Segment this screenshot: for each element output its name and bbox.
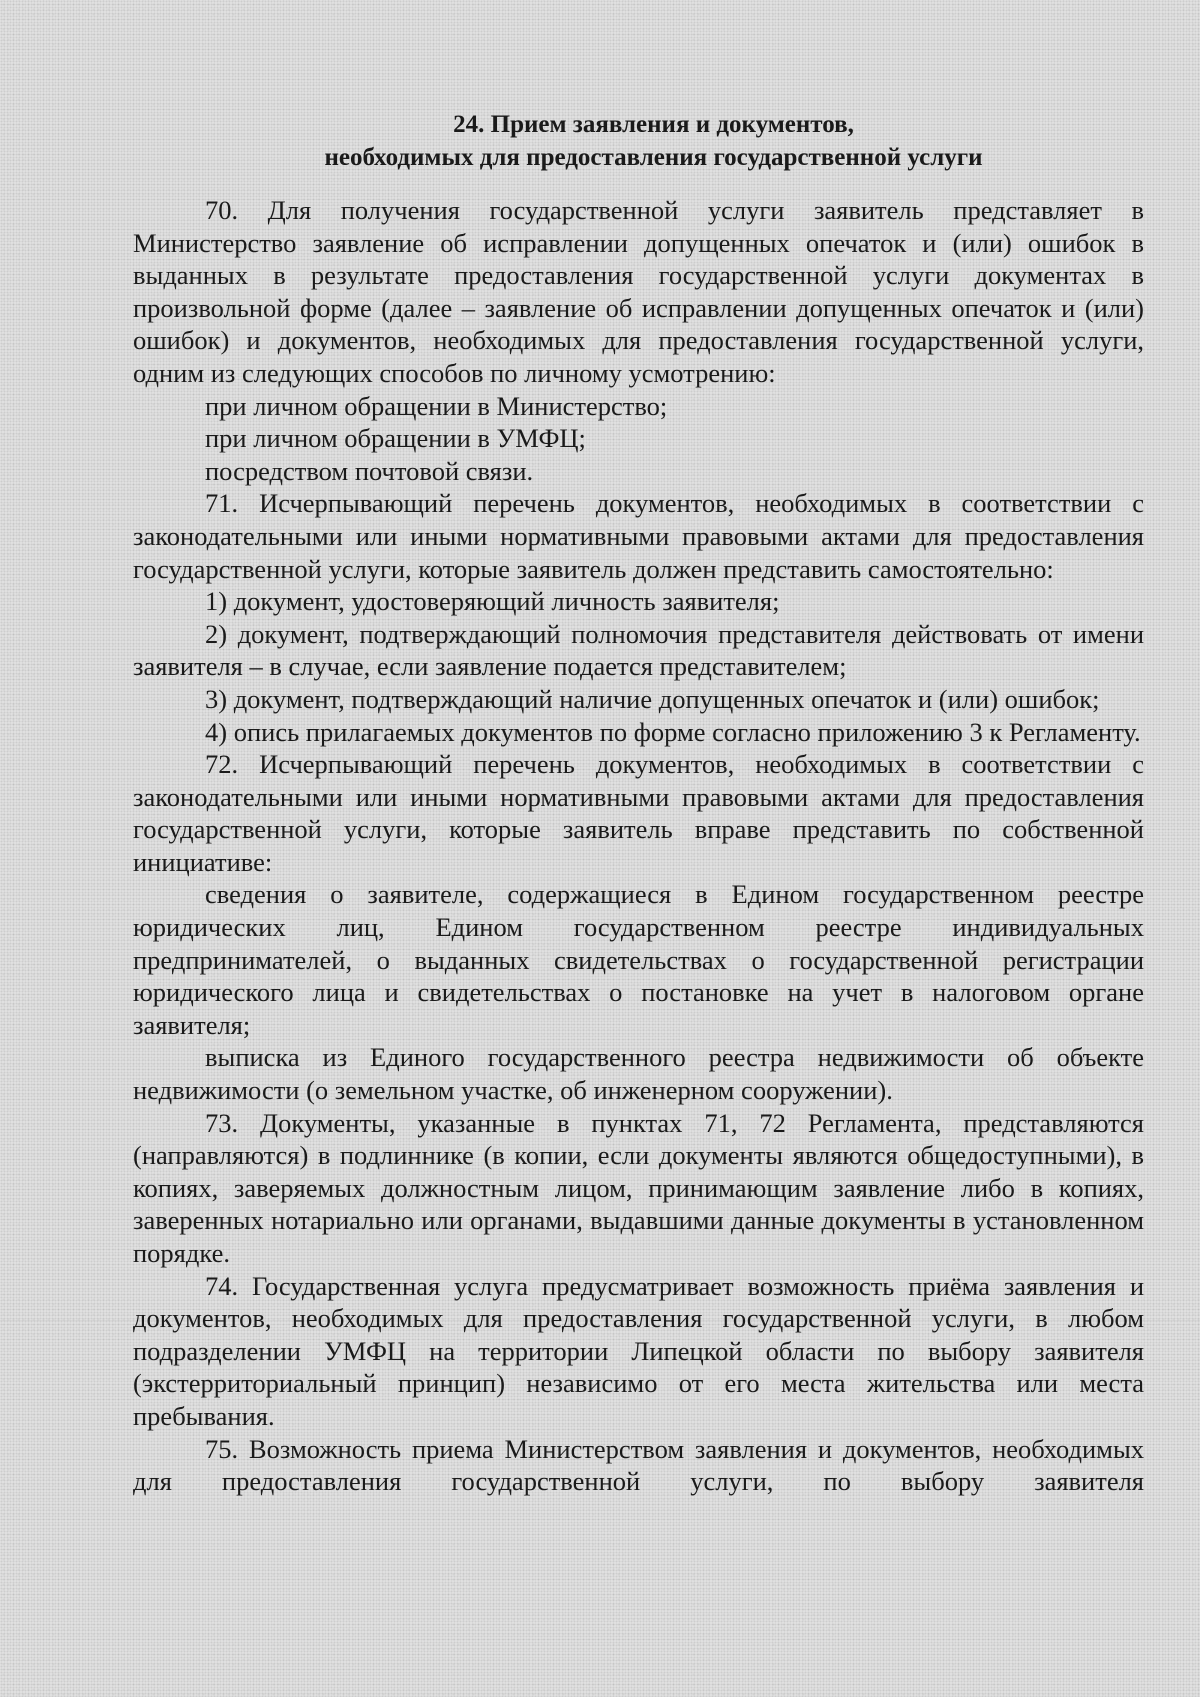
- section-heading-line-2: необходимых для предоставления государственной услуги: [324, 144, 983, 171]
- paragraph-72-item-egrul: сведения о заявителе, содержащиеся в Едином государственном реестре юридических лиц, Едином государственном реестре индивидуальных предпринимателей, о выданных свидетельствах о государственной регистрации юридического лица и свидетельствах о постановке на учет в налоговом органе заявителя;: [133, 879, 1144, 1040]
- paragraph-71-item-3: 3) документ, подтверждающий наличие допущенных опечаток и (или) ошибок;: [205, 683, 1100, 714]
- paragraph-70-option-post: посредством почтовой связи.: [205, 455, 534, 486]
- section-heading: [133, 108, 1144, 174]
- section-heading-line-1: 24. Прием заявления и документов,: [453, 111, 854, 138]
- paragraph-71: 71. Исчерпывающий перечень документов, необходимых в соответствии с законодательными или иными нормативными правовыми актами для предоставления государственной услуги, которые заявитель должен представить самостоятельно:: [133, 488, 1144, 584]
- paragraph-71-item-2: 2) документ, подтверждающий полномочия представителя действовать от имени заявителя – в случае, если заявление подается представителем;: [133, 618, 1144, 682]
- paragraph-70: 70. Для получения государственной услуги заявитель представляет в Министерство заявление об исправлении допущенных опечаток и (или) ошибок в выданных в результате предоставления государственной услуги документах в произвольной форме (далее – заявление об исправлении допущенных опечаток и (или) ошибок) и документов, необходимых для предоставления государственной услуги, одним из следующих способов по личному усмотрению:: [133, 195, 1144, 388]
- paragraph-73: 73. Документы, указанные в пунктах 71, 72 Регламента, представляются (направляются) в подлиннике (в копии, если документы являются общедоступными), в копиях, заверяемых должностным лицом, принимающим заявление либо в копиях, заверенных нотариально или органами, выдавшими данные документы в установленном порядке.: [133, 1107, 1144, 1268]
- paragraph-75: 75. Возможность приема Министерством заявления и документов, необходимых для предоставления государственной услуги, по выбору заявителя: [133, 1433, 1144, 1497]
- paragraph-70-option-ministry: при личном обращении в Министерство;: [205, 390, 668, 421]
- paragraph-71-item-4: 4) опись прилагаемых документов по форме согласно приложению 3 к Регламенту.: [205, 716, 1141, 747]
- paragraph-72-item-egrn: выписка из Единого государственного реестра недвижимости об объекте недвижимости (о земельном участке, об инженерном сооружении).: [133, 1042, 1144, 1106]
- paragraph-70-option-umfc: при личном обращении в УМФЦ;: [205, 423, 586, 454]
- paragraph-74: 74. Государственная услуга предусматривает возможность приёма заявления и документов, необходимых для предоставления государственной услуги, в любом подразделении УМФЦ на территории Липецкой области по выбору заявителя (экстерриториальный принцип) независимо от его места жительства или места пребывания.: [133, 1270, 1144, 1431]
- paragraph-72: 72. Исчерпывающий перечень документов, необходимых в соответствии с законодательными или иными нормативными правовыми актами для предоставления государственной услуги, которые заявитель вправе представить по собственной инициативе:: [133, 749, 1144, 877]
- paragraph-71-item-1: 1) документ, удостоверяющий личность заявителя;: [205, 586, 780, 617]
- document-body: [133, 194, 1144, 1498]
- scan-artifact-line: [0, 1320, 1200, 1321]
